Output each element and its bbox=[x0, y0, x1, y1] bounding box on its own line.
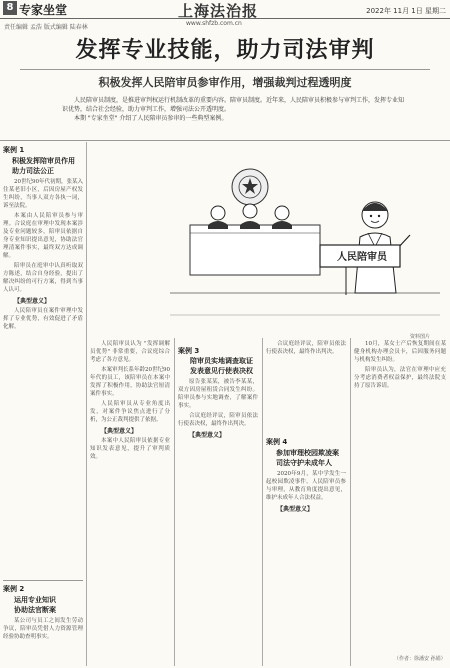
page-header bbox=[0, 0, 450, 19]
intro-paragraph: 本期 "专家坐堂" 介绍了人民陪审员参审的一些典型案例。 bbox=[74, 115, 228, 122]
section-name: 专家坐堂 bbox=[19, 3, 68, 17]
middle-comment-label: 【典型意义】 bbox=[101, 428, 138, 435]
case3-label: 案例 3 bbox=[178, 347, 200, 355]
column-divider bbox=[174, 338, 175, 666]
case3-body bbox=[178, 378, 258, 665]
case1-body bbox=[3, 178, 83, 503]
case4-intro-paragraph: 合议庭经评议，陪审员依法行使表决权，最终作出判决。 bbox=[266, 341, 346, 355]
col4-top-body bbox=[266, 340, 346, 430]
case3-comment-label: 【典型意义】 bbox=[189, 432, 226, 439]
article-subtitle: 积极发挥人民陪审员参审作用，增强裁判过程透明度 bbox=[98, 76, 352, 89]
case3-paragraph: 原告张某某，被告李某某，双方因房屋租赁合同发生纠纷。陪审员参与实地调查，了解案件事实。 bbox=[178, 379, 258, 409]
case3-title-line: 陪审员实地调查取证 bbox=[190, 357, 253, 365]
case4-label: 案例 4 bbox=[266, 438, 288, 446]
case3-title-line: 发表意见行使表决权 bbox=[190, 367, 253, 375]
issue-date: 2022年 11月 1日 星期二 bbox=[366, 7, 446, 15]
case2-body bbox=[3, 617, 83, 665]
right-paragraph: 10月，某女士产后恢复期间在某健身机构办理会员卡，后因服务问题与机构发生纠纷。 bbox=[354, 341, 446, 363]
case1-label: 案例 1 bbox=[3, 146, 25, 154]
case2-label: 案例 2 bbox=[3, 585, 25, 593]
column-divider bbox=[86, 142, 87, 666]
case3-paragraph: 合议庭经评议，陪审员依法行使表决权，最终作出判决。 bbox=[178, 413, 258, 427]
case2-paragraph: 某公司与员工之间发生劳动争议，陪审员凭借人力资源管理经验协助查明事实。 bbox=[3, 618, 83, 640]
case2-divider bbox=[3, 580, 83, 581]
column-divider bbox=[350, 338, 351, 666]
case1-paragraph: 本案由人民陪审员参与审理。合议庭在审理中发现本案涉及专业问题较多，陪审员依据自身专业知识提出意见，协助法官理清案件事实，最终双方达成调解。 bbox=[3, 213, 83, 259]
case2-title-line: 协助法官断案 bbox=[14, 606, 56, 614]
middle-paragraph: 本案审判长系年龄20世纪90年代的员工，该陪审员在本案中发挥了积极作用，协助法官厘清案件事实。 bbox=[90, 367, 170, 397]
sign-text: 人民陪审员 bbox=[337, 252, 387, 263]
masthead: 上海法治报 bbox=[178, 2, 259, 20]
intro-divider bbox=[0, 140, 450, 141]
case1-title-line: 积极发挥陪审员作用 bbox=[12, 157, 75, 165]
page-number: 8 bbox=[3, 1, 17, 15]
middle-paragraph: 人民陪审员从专业角度出发，对案件争议焦点进行了分析，为公正裁判提供了依据。 bbox=[90, 401, 170, 423]
article-intro bbox=[62, 96, 407, 123]
case1-comment: 人民陪审员在案件审理中发挥了专业优势，有效促进了矛盾化解。 bbox=[3, 308, 83, 330]
case1-paragraph: 20世纪90年代初期，张某入住某老旧小区，后因房屋产权发生纠纷，当事人双方各执一词，诉至法院。 bbox=[3, 179, 83, 209]
case4-body bbox=[266, 470, 346, 665]
case2-title-line: 运用专业知识 bbox=[14, 596, 56, 604]
case1-title-line: 助力司法公正 bbox=[12, 167, 54, 175]
case4-title-line: 司法守护未成年人 bbox=[276, 459, 332, 467]
photo-credit: 资料图片 bbox=[410, 334, 431, 340]
website-url: www.shfzb.com.cn bbox=[186, 20, 242, 27]
right-body bbox=[354, 340, 446, 650]
case4-comment-label: 【典型意义】 bbox=[277, 506, 314, 513]
title-divider bbox=[20, 69, 430, 70]
right-paragraph: 陪审员认为，法官在审理中应充分考虑消费者权益保护，最终法院支持了原告诉请。 bbox=[354, 367, 446, 389]
case1-comment-label: 【典型意义】 bbox=[14, 298, 51, 305]
case1-paragraph: 陪审员在庭审中认真听取双方陈述，结合自身经验，提出了解决纠纷的可行方案，得到当事人认可。 bbox=[3, 263, 83, 293]
middle-comment: 本案中人民陪审员依据专业知识发表意见，提升了审判质效。 bbox=[90, 438, 170, 460]
middle-body bbox=[90, 340, 170, 665]
case4-title-line: 参加审理校园欺凌案 bbox=[276, 449, 339, 457]
middle-paragraph: 人民陪审员认为 "发挥调解员优势" 非常重要，合议庭综合考虑了各方意见。 bbox=[90, 341, 170, 363]
column-divider bbox=[262, 338, 263, 666]
case4-paragraph: 2020年9月，某中学发生一起校园欺凌事件。人民陪审员参与审理，从教育角度提出意见，维护未成年人合法权益。 bbox=[266, 471, 346, 501]
editors-line: 责任编辑 孟浩 版式编辑 陆春林 bbox=[4, 24, 88, 31]
national-emblem-icon bbox=[232, 169, 268, 205]
intro-paragraph: 人民陪审员制度，是推进审判权运行机制改革的重要内容。陪审员制度。近年来，人民陪审员积极参与审判工作，发挥专业知识优势，结合社会经验，助力审判工作，增强司法公开透明度。 bbox=[62, 97, 405, 113]
article-title: 发挥专业技能，助力司法审判 bbox=[75, 38, 375, 63]
author-byline: （作者：徐潘安 孙娟） bbox=[394, 656, 446, 662]
